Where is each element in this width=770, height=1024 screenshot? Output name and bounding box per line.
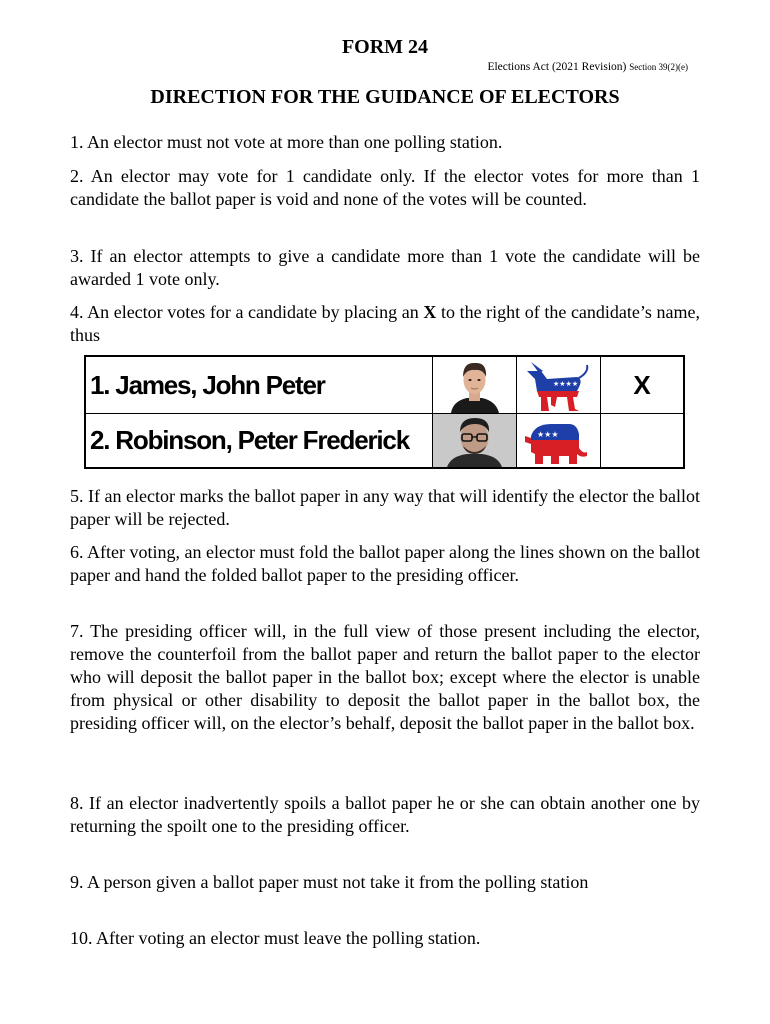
direction-6: 6. After voting, an elector must fold the ballot paper along the lines shown on the ballot paper and hand the folded ballot paper to the presiding officer. bbox=[70, 542, 700, 585]
page-heading: DIRECTION FOR THE GUIDANCE OF ELECTORS bbox=[150, 86, 620, 108]
ballot-row bbox=[86, 414, 683, 467]
candidate-name: 1. James, John Peter bbox=[90, 369, 325, 400]
vote-mark: X bbox=[633, 369, 651, 400]
direction-4-text-after: to the right of the candidate’s name, thus bbox=[70, 302, 700, 345]
act-reference bbox=[487, 61, 688, 73]
candidate-photo-icon bbox=[433, 357, 516, 413]
ballot-row bbox=[86, 357, 683, 414]
candidate-photo bbox=[432, 357, 516, 413]
elephant-icon bbox=[517, 414, 600, 467]
vote-mark-cell[interactable] bbox=[600, 357, 683, 413]
direction-1: 1. An elector must not vote at more than one polling station. bbox=[70, 132, 503, 152]
candidate-name: 2. Robinson, Peter Frederick bbox=[90, 425, 409, 455]
direction-10: 10. After voting an elector must leave the polling station. bbox=[70, 928, 481, 948]
form-title: FORM 24 bbox=[341, 36, 429, 58]
vote-mark-cell[interactable] bbox=[600, 414, 683, 467]
direction-4-x-mark: X bbox=[423, 302, 437, 322]
direction-2: 2. An elector may vote for 1 candidate only. If the elector votes for more than 1 candidate the ballot paper is void and none of the votes will be counted. bbox=[70, 166, 700, 209]
candidate-photo-icon bbox=[433, 414, 516, 467]
sample-ballot bbox=[84, 355, 685, 469]
direction-4-text-before: 4. An elector votes for a candidate by placing an bbox=[70, 302, 424, 322]
direction-9: 9. A person given a ballot paper must not take it from the polling station bbox=[70, 872, 589, 892]
direction-7: 7. The presiding officer will, in the full view of those present including the elector, remove the counterfoil from the ballot paper and return the ballot paper to the elector who will deposit the ballot paper in the ballot box; except where the elector is unable from physical or other disability to deposit the ballot paper in the ballot box, the presiding officer will, on the elector’s behalf, deposit the ballot paper in the ballot box. bbox=[70, 621, 700, 733]
donkey-icon bbox=[517, 357, 600, 413]
direction-5: 5. If an elector marks the ballot paper in any way that will identify the elector the ballot paper will be rejected. bbox=[70, 486, 700, 529]
candidate-photo bbox=[432, 414, 516, 467]
direction-3: 3. If an elector attempts to give a candidate more than 1 vote the candidate will be awarded 1 vote only. bbox=[70, 246, 700, 289]
direction-8: 8. If an elector inadvertently spoils a ballot paper he or she can obtain another one by returning the spoilt one to the presiding officer. bbox=[70, 793, 700, 836]
party-symbol-cell bbox=[516, 414, 600, 467]
candidate-name-cell bbox=[86, 357, 432, 413]
candidate-name-cell bbox=[86, 414, 432, 467]
act-name: Elections Act (2021 Revision) bbox=[487, 61, 627, 73]
party-symbol-cell bbox=[516, 357, 600, 413]
svg-text:★★★★: ★★★★ bbox=[553, 380, 579, 388]
svg-text:★★★: ★★★ bbox=[537, 430, 559, 439]
direction-4 bbox=[70, 301, 700, 347]
section-reference: Section 39(2)(e) bbox=[629, 62, 688, 72]
